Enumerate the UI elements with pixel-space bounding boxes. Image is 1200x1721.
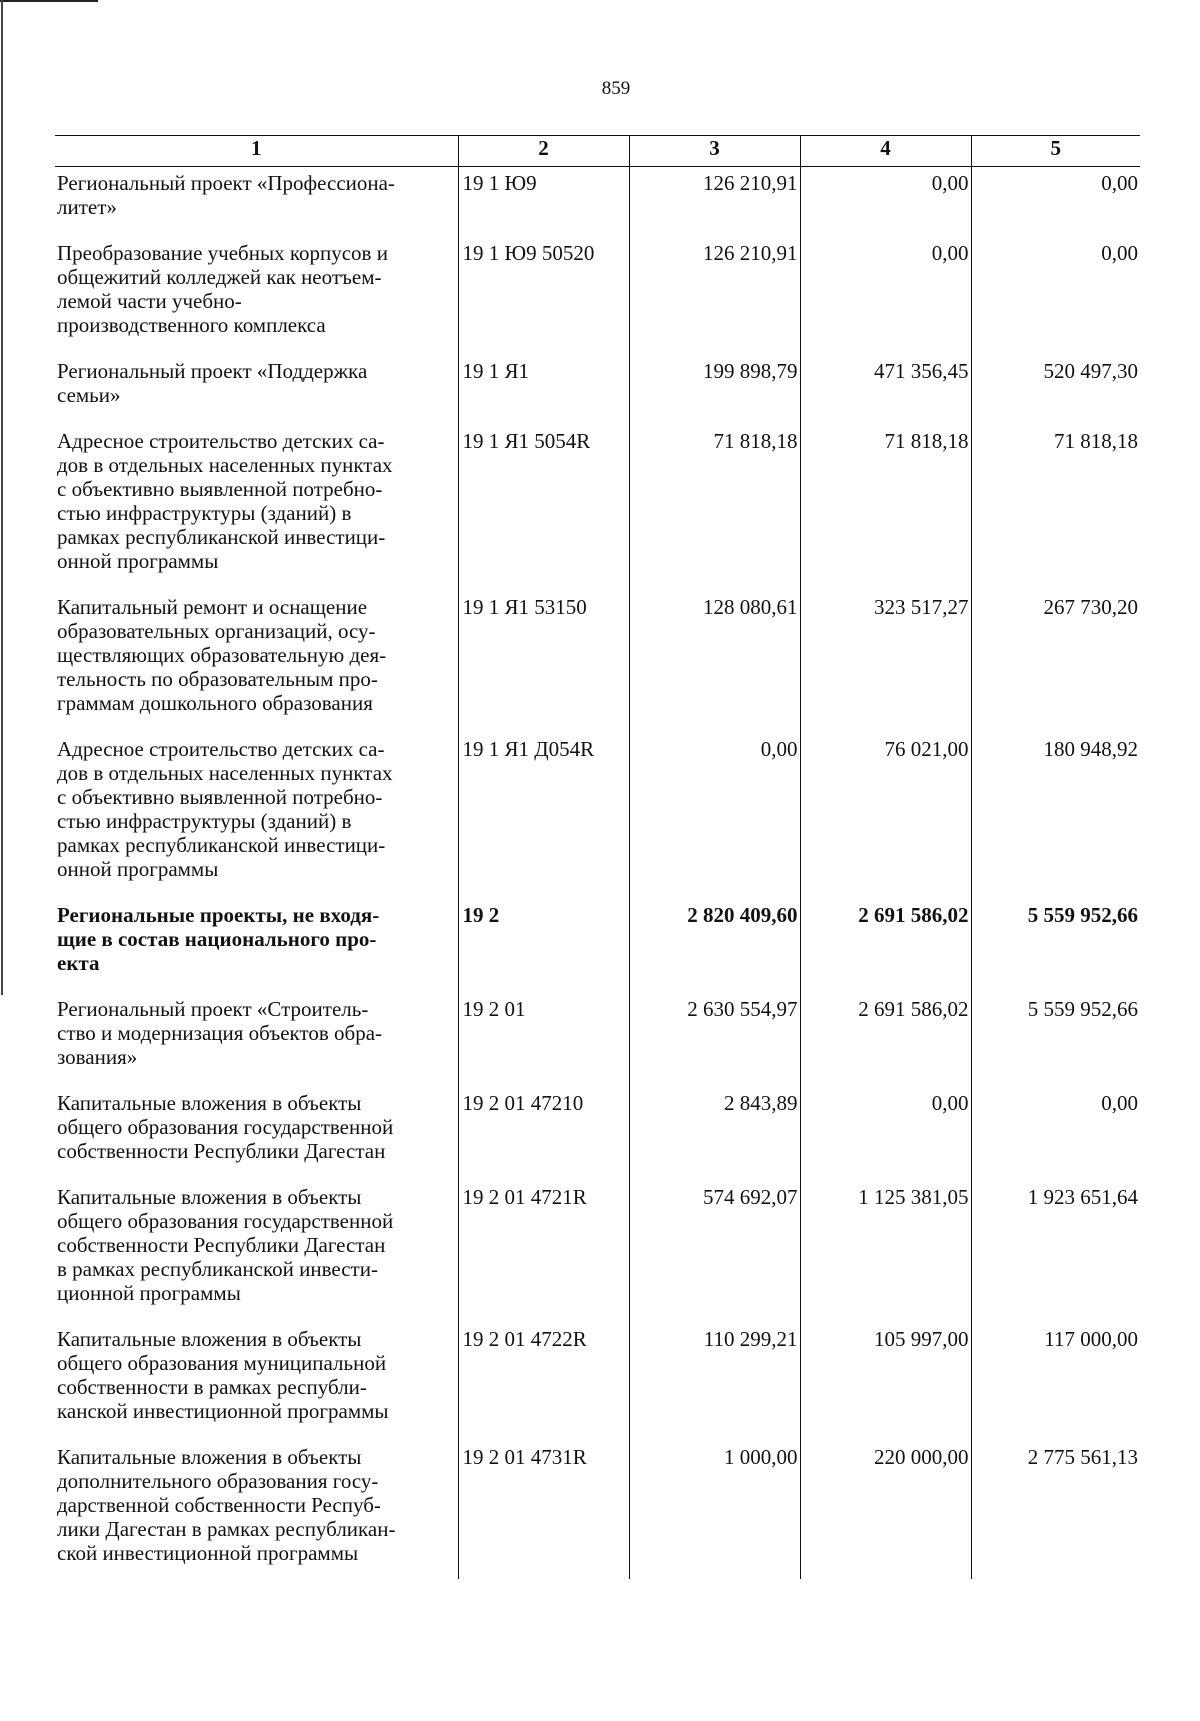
- row-name-cell: Региональные проекты, не входя- щие в состав национального про- екта: [57, 903, 380, 975]
- table-row: [55, 1323, 1140, 1441]
- table-row: [55, 993, 1140, 1087]
- row-value-col3: 2 843,89: [629, 1087, 800, 1181]
- row-value-col3: 2 630 554,97: [629, 993, 800, 1087]
- row-value-col4: 220 000,00: [800, 1441, 971, 1579]
- row-value-col5: 267 730,20: [971, 591, 1140, 733]
- row-value-col3: 126 210,91: [629, 237, 800, 355]
- table-body: [55, 167, 1140, 1580]
- header-col-1: 1: [55, 136, 458, 167]
- table-row: [55, 1181, 1140, 1323]
- row-value-col5: 520 497,30: [971, 355, 1140, 425]
- row-code-cell: 19 1 Я1: [458, 355, 629, 425]
- row-value-col3: 574 692,07: [629, 1181, 800, 1323]
- row-value-col4: 0,00: [800, 237, 971, 355]
- table-row: [55, 167, 1140, 238]
- row-name-cell: Региональный проект «Профессиона- литет»: [57, 171, 395, 219]
- row-value-col3: 110 299,21: [629, 1323, 800, 1441]
- row-name-cell: Региональный проект «Поддержка семьи»: [57, 359, 368, 407]
- table-row: [55, 899, 1140, 993]
- table-row: [55, 1441, 1140, 1579]
- header-col-5: 5: [971, 136, 1140, 167]
- row-value-col5: 5 559 952,66: [971, 899, 1140, 993]
- row-value-col3: 199 898,79: [629, 355, 800, 425]
- row-value-col4: 0,00: [800, 167, 971, 238]
- row-name-cell: Капитальные вложения в объекты дополнительного образования госу- дарственной собственности Респуб- лики Дагестан в рамках республикан- ской инвестиционной программы: [57, 1445, 396, 1565]
- row-value-col4: 471 356,45: [800, 355, 971, 425]
- row-value-col4: 0,00: [800, 1087, 971, 1181]
- row-name-cell: Адресное строительство детских са- дов в отдельных населенных пунктах с объективно выявленной потребно- стью инфраструктуры (зданий) в рамках республиканской инвестици- онной программы: [57, 429, 393, 573]
- row-value-col5: 0,00: [971, 237, 1140, 355]
- table-row: [55, 355, 1140, 425]
- row-code-cell: 19 1 Я1 5054R: [458, 425, 629, 591]
- header-row: [55, 136, 1140, 167]
- table-row: [55, 1087, 1140, 1181]
- row-name-cell: Капитальные вложения в объекты общего образования государственной собственности Республики Дагестан: [57, 1091, 394, 1163]
- row-code-cell: 19 2 01 47210: [458, 1087, 629, 1181]
- row-value-col5: 0,00: [971, 1087, 1140, 1181]
- row-value-col4: 2 691 586,02: [800, 899, 971, 993]
- row-value-col3: 128 080,61: [629, 591, 800, 733]
- row-value-col3: 0,00: [629, 733, 800, 899]
- row-value-col5: 180 948,92: [971, 733, 1140, 899]
- row-code-cell: 19 2 01 4721R: [458, 1181, 629, 1323]
- row-code-cell: 19 2 01 4722R: [458, 1323, 629, 1441]
- row-code-cell: 19 1 Я1 Д054R: [458, 733, 629, 899]
- row-name-cell: Капитальные вложения в объекты общего образования муниципальной собственности в рамках республи- канской инвестиционной программы: [57, 1327, 389, 1423]
- row-value-col3: 2 820 409,60: [629, 899, 800, 993]
- row-code-cell: 19 2: [458, 899, 629, 993]
- row-code-cell: 19 1 Я1 53150: [458, 591, 629, 733]
- budget-table: [55, 135, 1140, 1579]
- table-row: [55, 237, 1140, 355]
- header-col-4: 4: [800, 136, 971, 167]
- row-name-cell: Адресное строительство детских са- дов в отдельных населенных пунктах с объективно выявленной потребно- стью инфраструктуры (зданий) в рамках республиканской инвестици- онной программы: [57, 737, 393, 881]
- row-value-col5: 1 923 651,64: [971, 1181, 1140, 1323]
- row-value-col5: 71 818,18: [971, 425, 1140, 591]
- row-value-col5: 117 000,00: [971, 1323, 1140, 1441]
- row-value-col4: 1 125 381,05: [800, 1181, 971, 1323]
- row-value-col4: 2 691 586,02: [800, 993, 971, 1087]
- row-value-col4: 76 021,00: [800, 733, 971, 899]
- row-code-cell: 19 1 Ю9: [458, 167, 629, 238]
- header-col-3: 3: [629, 136, 800, 167]
- row-name-cell: Преобразование учебных корпусов и общежитий колледжей как неотъем- лемой части учебно- производственного комплекса: [57, 241, 388, 337]
- row-code-cell: 19 2 01: [458, 993, 629, 1087]
- row-value-col3: 1 000,00: [629, 1441, 800, 1579]
- row-code-cell: 19 1 Ю9 50520: [458, 237, 629, 355]
- row-name-cell: Капитальный ремонт и оснащение образовательных организаций, осу- ществляющих образовательную дея- тельность по образовательным про- граммам дошкольного образования: [57, 595, 387, 715]
- row-value-col3: 71 818,18: [629, 425, 800, 591]
- page-number: 859: [601, 78, 631, 99]
- row-value-col3: 126 210,91: [629, 167, 800, 238]
- left-scan-edge: [1, 0, 3, 995]
- row-code-cell: 19 2 01 4731R: [458, 1441, 629, 1579]
- table-row: [55, 425, 1140, 591]
- table-row: [55, 591, 1140, 733]
- top-border-line: [0, 0, 98, 2]
- table-row: [55, 733, 1140, 899]
- row-value-col5: 5 559 952,66: [971, 993, 1140, 1087]
- row-value-col5: 0,00: [971, 167, 1140, 238]
- row-value-col4: 71 818,18: [800, 425, 971, 591]
- row-name-cell: Капитальные вложения в объекты общего образования государственной собственности Республики Дагестан в рамках республиканской инвести- ционной программы: [57, 1185, 394, 1305]
- row-value-col4: 323 517,27: [800, 591, 971, 733]
- row-name-cell: Региональный проект «Строитель- ство и модернизация объектов обра- зования»: [57, 997, 383, 1069]
- row-value-col5: 2 775 561,13: [971, 1441, 1140, 1579]
- header-col-2: 2: [458, 136, 629, 167]
- row-value-col4: 105 997,00: [800, 1323, 971, 1441]
